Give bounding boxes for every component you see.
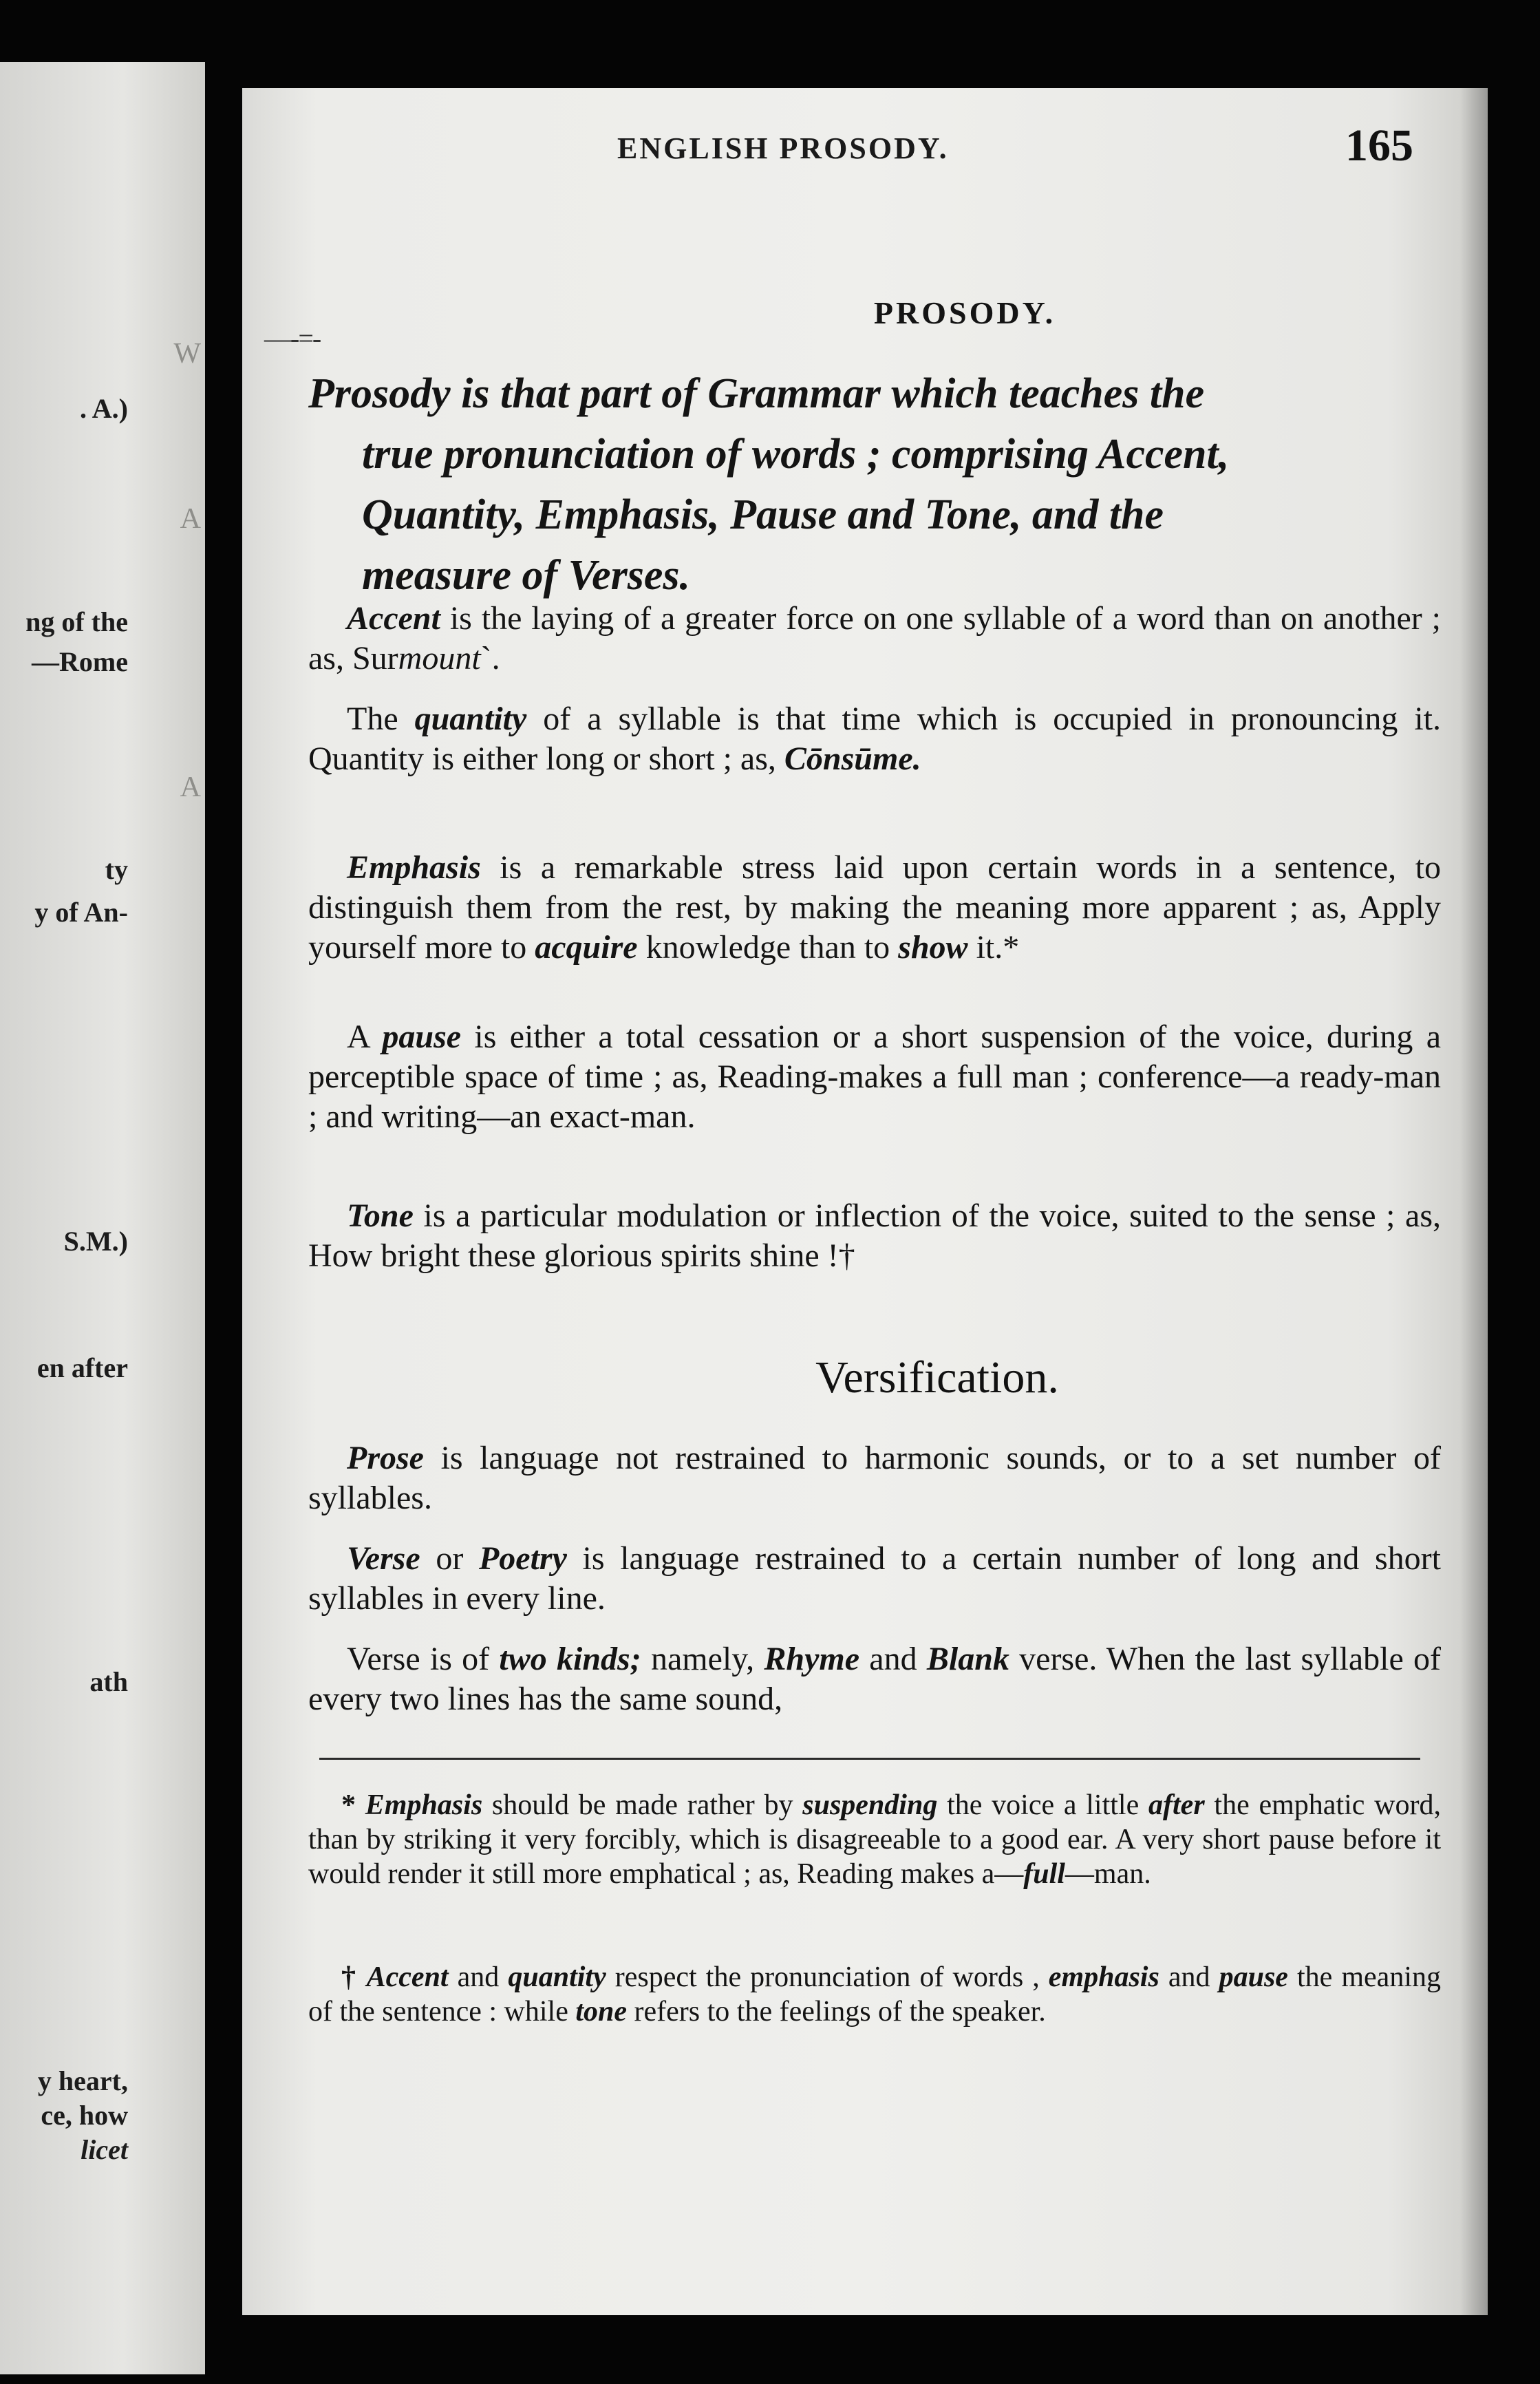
paragraph-accent: Accent is the laying of a greater force on one syllable of a word than on another ; as, Surmount`. (308, 600, 1441, 677)
left-fragment: y of An- (34, 897, 128, 928)
footnote-rule (319, 1758, 1420, 1760)
definition-line: true pronunciation of words ; comprising Accent, (362, 431, 1230, 478)
left-fragment: . A.) (80, 393, 128, 424)
ghost-letter: A (180, 771, 201, 803)
left-fragment: S.M.) (63, 1226, 128, 1257)
section-heading-prosody: PROSODY. (873, 295, 1056, 330)
example: mount (398, 640, 481, 677)
paragraph-prose: Prose is language not restrained to harmonic sounds, or to a set number of syllables. (308, 1440, 1441, 1516)
section-heading-versification: Versification. (815, 1352, 1059, 1403)
left-fragment: licet (81, 2134, 128, 2165)
margin-mark: —-=- (264, 323, 321, 354)
left-fragment: en after (36, 1352, 128, 1383)
paragraph-quantity: The quantity of a syllable is that time which is occupied in pronouncing it. Quantity is either long or short ; as, Cōnsūme. (308, 701, 1442, 777)
paragraph-pause: A pause is either a total cessation or a short suspension of the voice, during a perceptible space of time ; as, Reading-makes a full man ; conference—a ready-man ; and writing—an exact-man. (308, 1019, 1441, 1135)
term: Poetry (478, 1540, 567, 1577)
running-head: ENGLISH PROSODY. (617, 131, 949, 165)
term: Emphasis (347, 849, 481, 886)
example: Cōnsūme. (784, 741, 921, 777)
left-fragment: y heart, (37, 2065, 128, 2096)
page-number: 165 (1345, 120, 1413, 171)
book-page (242, 88, 1488, 2315)
definition-line: measure of Verses. (362, 552, 691, 599)
left-fragment: ng of the (25, 606, 128, 637)
term: Verse (347, 1540, 420, 1577)
left-fragment: —Rome (32, 646, 128, 677)
paragraph-tone: Tone is a particular modulation or inflection of the voice, suited to the sense ; as, How bright these glorious spirits shine !† (308, 1198, 1441, 1274)
left-page-edge (0, 62, 205, 2374)
paragraph-verse-kinds: Verse is of two kinds; namely, Rhyme and Blank verse. When the last syllable of every two lines has the same sound, (308, 1641, 1442, 1717)
page-gutter-shadow (1460, 88, 1488, 2315)
left-fragment: ty (105, 854, 128, 885)
footnote-accent: † Accent and quantity respect the pronunciation of words , emphasis and pause the meaning of the sentence : while tone refers to the feelings of the speaker. (308, 1961, 1441, 2028)
term: quantity (414, 701, 527, 737)
footnote-emphasis: * Emphasis should be made rather by suspending the voice a little after the emphatic word, than by striking it very forcibly, which is disagreeable to a good ear. A very short pause before it would render it still more emphatical ; as, Reading makes a—full—man. (308, 1789, 1442, 1890)
left-fragment: ce, how (41, 2100, 128, 2131)
paragraph-verse: Verse or Poetry is language restrained to a certain number of long and short syllables in every line. (308, 1540, 1441, 1617)
term: Accent (347, 600, 440, 637)
paragraph-emphasis: Emphasis is a remarkable stress laid upon certain words in a sentence, to distinguish them from the rest, by making the meaning more apparent ; as, Apply yourself more to acquire knowledge than to show it.* (308, 849, 1441, 966)
term: pause (382, 1019, 462, 1055)
term: Tone (347, 1198, 414, 1234)
term: Prose (347, 1440, 424, 1476)
definition-line: Prosody is that part of Grammar which teaches the (308, 370, 1205, 417)
ghost-letter: W (173, 338, 201, 370)
left-fragment: ath (89, 1666, 128, 1697)
definition-line: Quantity, Emphasis, Pause and Tone, and the (362, 491, 1164, 538)
ghost-letter: A (180, 503, 201, 535)
prosody-definition (308, 363, 1444, 606)
